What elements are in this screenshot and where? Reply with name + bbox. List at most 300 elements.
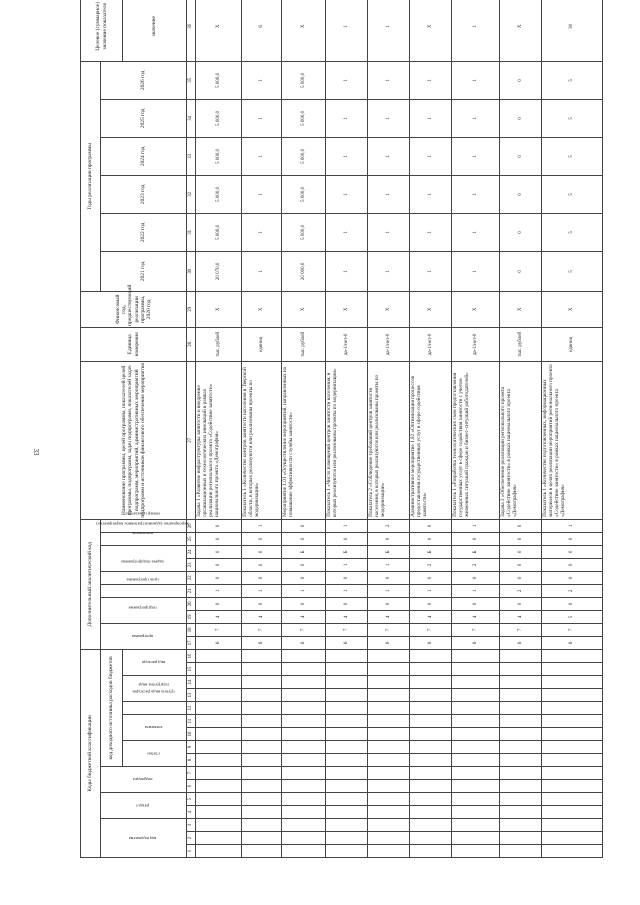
code-cell: 0 — [242, 571, 282, 584]
code-cell — [368, 754, 410, 767]
year-value-cell: 5 — [542, 137, 603, 175]
code-cell: 6 — [500, 636, 542, 649]
code-cell — [410, 780, 452, 793]
code-cell: 6 — [326, 636, 368, 649]
code-cell — [410, 676, 452, 689]
code-cell: 1 — [326, 519, 368, 532]
code-cell — [542, 741, 603, 754]
code-cell: 0 — [242, 545, 282, 558]
vedomstvo-header: код ведомства — [129, 835, 157, 841]
base-year-cell: X — [282, 291, 326, 327]
column-number: 14 — [187, 676, 196, 689]
code-cell: 7 — [452, 623, 500, 636]
code-cell — [282, 689, 326, 702]
year-value-cell: 5 — [542, 175, 603, 213]
code-cell — [282, 780, 326, 793]
code-cell — [452, 702, 500, 715]
code-cell: 0 — [242, 532, 282, 545]
year-value-cell: 1 — [452, 251, 500, 291]
code-cell: 0 — [500, 571, 542, 584]
code-cell — [368, 832, 410, 845]
code-cell — [196, 806, 242, 819]
code-cell: 0 — [452, 597, 500, 610]
column-number: 11 — [187, 715, 196, 728]
base-year-cell: X — [452, 291, 500, 327]
code-cell: 4 — [368, 610, 410, 623]
code-cell: 7 — [542, 623, 603, 636]
code-cell — [410, 832, 452, 845]
year-2023-header: 2023 год — [101, 175, 187, 213]
programma-header: программа — [132, 634, 154, 640]
code-cell: 1 — [452, 519, 500, 532]
column-number: 1 — [187, 845, 196, 858]
code-cell — [196, 702, 242, 715]
column-number: 22 — [187, 571, 196, 584]
code-cell — [326, 780, 368, 793]
gruppa-header: группа вида расходов — [132, 689, 175, 695]
code-cell — [282, 832, 326, 845]
year-2024-header: 2024 год — [101, 137, 187, 175]
column-number: 12 — [187, 702, 196, 715]
code-cell — [242, 780, 282, 793]
column-number: 36 — [187, 0, 196, 61]
code-cell — [196, 793, 242, 806]
code-cell — [242, 728, 282, 741]
target-cell: X — [196, 0, 242, 61]
code-cell: 0 — [282, 519, 326, 532]
code-cell — [452, 754, 500, 767]
code-cell — [500, 767, 542, 780]
code-cell: 6 — [410, 636, 452, 649]
year-value-cell: 1 — [242, 175, 282, 213]
code-cell: 4 — [452, 610, 500, 623]
code-cell: 4 — [326, 610, 368, 623]
code-cell — [542, 767, 603, 780]
vid-raskhoda-header: вид расхода — [142, 660, 166, 666]
year-value-cell: 5 000,0 — [282, 99, 326, 137]
code-cell: 1 — [242, 584, 282, 597]
column-number: 20 — [187, 597, 196, 610]
code-cell — [242, 819, 282, 832]
code-cell — [326, 845, 368, 858]
code-cell: 7 — [410, 623, 452, 636]
code-cell — [196, 845, 242, 858]
column-number: 32 — [187, 175, 196, 213]
code-cell — [326, 663, 368, 676]
code-cell — [452, 715, 500, 728]
code-cell — [368, 702, 410, 715]
code-cell — [282, 663, 326, 676]
code-cell — [542, 780, 603, 793]
code-cell — [500, 754, 542, 767]
code-cell — [368, 819, 410, 832]
unit-cell: да-1/нет-0 — [452, 327, 500, 361]
code-cell — [452, 819, 500, 832]
year-value-cell: 1 — [410, 213, 452, 251]
zadacha-header: задача подпрограммы — [121, 559, 165, 565]
code-cell: 6 — [452, 636, 500, 649]
code-cell: 1 — [368, 584, 410, 597]
row-name: Показатель 1 «Разработка технологических схем предоставления государственных услуг в сфере содействия занятости с учетом жизненных ситуаций граждан и бизнес-ситуаций работодателей» — [452, 361, 500, 519]
code-cell: 0 — [500, 597, 542, 610]
code-cell — [500, 728, 542, 741]
code-cell — [368, 663, 410, 676]
target-cell: X — [500, 0, 542, 61]
code-cell — [368, 780, 410, 793]
target-value-header: Целевое (суммарное) значение показателя — [81, 0, 123, 61]
year-value-cell: 1 — [452, 99, 500, 137]
code-cell — [542, 832, 603, 845]
podrazdel-header: подраздел — [132, 777, 153, 783]
code-cell: 5 — [542, 610, 603, 623]
code-cell: 1 — [326, 558, 368, 571]
code-cell: 1 — [282, 584, 326, 597]
code-cell: 0 — [196, 597, 242, 610]
code-cell — [542, 676, 603, 689]
column-number: 23 — [187, 558, 196, 571]
code-cell — [282, 741, 326, 754]
code-cell — [196, 819, 242, 832]
code-cell — [368, 676, 410, 689]
base-year-cell: X — [500, 291, 542, 327]
razdel-header: раздел — [136, 803, 150, 809]
code-cell: 7 — [368, 623, 410, 636]
column-number: 30 — [187, 251, 196, 291]
podgruppa-header: подгруппа вида — [138, 682, 170, 688]
code-cell — [242, 676, 282, 689]
code-cell — [242, 806, 282, 819]
code-cell: 0 — [500, 532, 542, 545]
code-cell — [410, 767, 452, 780]
code-cell — [282, 754, 326, 767]
code-cell: 0 — [282, 532, 326, 545]
year-value-cell: 1 — [368, 99, 410, 137]
code-cell: 0 — [500, 558, 542, 571]
code-cell — [542, 845, 603, 858]
code-cell — [196, 715, 242, 728]
year-value-cell: 1 — [326, 175, 368, 213]
code-cell — [242, 741, 282, 754]
code-cell: 0 — [326, 597, 368, 610]
code-cell: 0 — [410, 532, 452, 545]
code-cell — [410, 741, 452, 754]
code-cell: 4 — [500, 610, 542, 623]
year-value-cell: 1 — [410, 251, 452, 291]
table-row — [282, 0, 326, 858]
code-cell — [368, 728, 410, 741]
year-value-cell: 1 — [368, 213, 410, 251]
code-cell — [452, 845, 500, 858]
code-cell — [196, 649, 242, 662]
code-cell — [196, 780, 242, 793]
code-cell — [282, 845, 326, 858]
column-number: 13 — [187, 689, 196, 702]
code-cell: 0 — [410, 571, 452, 584]
code-cell — [542, 793, 603, 806]
year-value-cell: 5 — [542, 213, 603, 251]
code-cell: 2 — [368, 519, 410, 532]
code-cell: 0 — [196, 532, 242, 545]
code-cell — [368, 767, 410, 780]
code-cell — [242, 715, 282, 728]
program-table — [80, 0, 603, 858]
statya-header: статьи — [147, 751, 161, 757]
code-cell — [500, 689, 542, 702]
column-number: 15 — [187, 663, 196, 676]
column-number: 7 — [187, 767, 196, 780]
code-cell: 0 — [242, 597, 282, 610]
code-cell — [500, 806, 542, 819]
code-cell — [196, 663, 242, 676]
code-cell — [452, 741, 500, 754]
year-value-cell: 1 — [242, 137, 282, 175]
code-cell: 7 — [196, 623, 242, 636]
code-cell — [542, 715, 603, 728]
code-cell — [452, 780, 500, 793]
code-cell: 1 — [452, 584, 500, 597]
code-cell — [282, 767, 326, 780]
row-name: Мероприятие 1.01 «Осуществление мероприятий, направленных на повышение эффективности службы занятости» — [282, 361, 326, 519]
base-year-cell: X — [326, 291, 368, 327]
code-cell — [368, 793, 410, 806]
year-value-cell: 0 — [500, 99, 542, 137]
target-cell: X — [410, 0, 452, 61]
code-cell: 0 — [282, 558, 326, 571]
year-value-cell: 1 — [326, 61, 368, 99]
code-cell — [500, 649, 542, 662]
unit-cell: тыс. рублей — [282, 327, 326, 361]
code-cell — [500, 832, 542, 845]
code-cell: 2 — [410, 558, 452, 571]
code-cell — [242, 845, 282, 858]
podprogramma-header: подпрограмма — [128, 605, 157, 611]
code-cell — [452, 663, 500, 676]
code-cell: 0 — [542, 597, 603, 610]
column-number: 31 — [187, 213, 196, 251]
unit-cell: да-1/нет-0 — [410, 327, 452, 361]
code-cell: 0 — [326, 532, 368, 545]
year-value-cell: 1 — [410, 175, 452, 213]
code-cell — [242, 767, 282, 780]
value-subheader: значение — [123, 0, 187, 61]
code-cell — [452, 689, 500, 702]
year-value-cell: 5 000,0 — [282, 175, 326, 213]
code-cell: 0 — [542, 532, 603, 545]
unit-cell: да-1/нет-0 — [368, 327, 410, 361]
year-2022-header: 2022 год — [101, 213, 187, 251]
year-value-cell: 1 — [242, 213, 282, 251]
code-cell — [326, 676, 368, 689]
year-value-cell: 5 — [542, 99, 603, 137]
code-cell — [500, 741, 542, 754]
base-year-cell: X — [410, 291, 452, 327]
year-value-cell: 1 — [452, 137, 500, 175]
code-cell: 6 — [368, 636, 410, 649]
column-number: 5 — [187, 793, 196, 806]
code-cell — [452, 676, 500, 689]
code-cell — [326, 689, 368, 702]
analytic-code-header: Дополнительный аналитический код — [81, 519, 101, 649]
year-value-cell: 5 000,0 — [282, 213, 326, 251]
base-year-cell: X — [196, 291, 242, 327]
code-cell: Б — [410, 545, 452, 558]
code-cell — [368, 845, 410, 858]
base-year-cell: X — [242, 291, 282, 327]
code-cell — [326, 741, 368, 754]
code-cell: 6 — [242, 636, 282, 649]
nomer-pokazatelya-header: номер показателя — [125, 511, 160, 517]
code-cell: 0 — [368, 571, 410, 584]
code-cell: 0 — [326, 571, 368, 584]
column-number: 25 — [187, 532, 196, 545]
year-2025-header: 2025 год — [101, 99, 187, 137]
column-number: 9 — [187, 741, 196, 754]
code-cell — [196, 767, 242, 780]
code-cell — [410, 793, 452, 806]
year-value-cell: 1 — [452, 175, 500, 213]
base-year-cell: X — [542, 291, 603, 327]
code-cell — [452, 728, 500, 741]
column-number: 8 — [187, 754, 196, 767]
code-cell: 0 — [452, 532, 500, 545]
code-cell: 6 — [282, 636, 326, 649]
code-cell: Б — [368, 545, 410, 558]
page-number: 33 — [32, 448, 40, 456]
code-cell: 1 — [196, 584, 242, 597]
code-cell — [410, 702, 452, 715]
column-number: 29 — [187, 291, 196, 327]
pokazatel-header: показатель — [132, 530, 154, 536]
code-cell — [410, 819, 452, 832]
unit-column-header: Единица измерения — [81, 327, 187, 361]
column-numbers-row — [187, 0, 196, 858]
year-value-cell: 0 — [500, 61, 542, 99]
code-cell: 0 — [542, 558, 603, 571]
year-value-cell: 0 — [500, 213, 542, 251]
column-number: 21 — [187, 584, 196, 597]
year-value-cell: 20 070,0 — [196, 251, 242, 291]
code-cell: 7 — [500, 623, 542, 636]
code-cell — [368, 715, 410, 728]
code-cell: 7 — [242, 623, 282, 636]
year-value-cell: 1 — [326, 213, 368, 251]
code-cell: 1 — [242, 519, 282, 532]
column-number: 28 — [187, 327, 196, 361]
code-cell — [500, 845, 542, 858]
code-cell: 1 — [410, 584, 452, 597]
column-number: 16 — [187, 649, 196, 662]
code-cell — [196, 754, 242, 767]
code-cell — [542, 649, 603, 662]
code-cell: 2 — [452, 558, 500, 571]
code-cell — [500, 780, 542, 793]
code-cell: 0 — [368, 597, 410, 610]
table-row — [368, 0, 410, 858]
row-name: Показатель 1 «Число помещений центров занятости населения, в которых реализуются или реализованы проекты по модернизации» — [326, 361, 368, 519]
code-cell — [368, 649, 410, 662]
year-value-cell: 1 — [242, 61, 282, 99]
code-cell: 7 — [282, 623, 326, 636]
code-cell — [410, 845, 452, 858]
expense-code-header: код доходного источника расходов бюджетов — [101, 649, 123, 766]
unit-cell: да-1/нет-0 — [326, 327, 368, 361]
code-cell: 6 — [196, 636, 242, 649]
year-value-cell: 1 — [326, 137, 368, 175]
year-value-cell: 5 000,0 — [282, 61, 326, 99]
code-cell: 1 — [326, 584, 368, 597]
code-cell — [242, 702, 282, 715]
code-cell: 0 — [196, 545, 242, 558]
target-cell: 1 — [326, 0, 368, 61]
year-value-cell: 1 — [410, 137, 452, 175]
code-cell — [242, 793, 282, 806]
code-cell — [282, 806, 326, 819]
rotated-page — [80, 1, 575, 858]
code-cell — [282, 676, 326, 689]
row-name: Административное мероприятие 1.02 «Оптимизация процессов предоставления государственных услуг в сфере содействия занятости» — [410, 361, 452, 519]
year-value-cell: 5 000,0 — [196, 137, 242, 175]
table-row — [242, 0, 282, 858]
target-cell: 6 — [242, 0, 282, 61]
column-number: 33 — [187, 137, 196, 175]
code-cell: 0 — [410, 519, 452, 532]
code-cell — [282, 728, 326, 741]
year-value-cell: 0 — [500, 251, 542, 291]
year-value-cell: 5 000,0 — [196, 61, 242, 99]
code-cell — [452, 649, 500, 662]
code-cell — [196, 676, 242, 689]
column-number: 6 — [187, 780, 196, 793]
code-cell: 7 — [326, 623, 368, 636]
year-value-cell: 1 — [242, 99, 282, 137]
code-cell — [326, 649, 368, 662]
code-cell: 4 — [282, 610, 326, 623]
column-number: 26 — [187, 519, 196, 532]
code-cell: 0 — [282, 571, 326, 584]
year-value-cell: 5 — [542, 251, 603, 291]
column-number: 2 — [187, 832, 196, 845]
code-cell — [410, 754, 452, 767]
code-cell: Б — [326, 545, 368, 558]
code-cell — [452, 806, 500, 819]
table-row — [500, 0, 542, 858]
row-name: Задача 2 «Обеспечение реализации регионального проекта «Содействие занятости» в рамках национального проекта «Демография» — [500, 361, 542, 519]
target-cell: 30 — [542, 0, 603, 61]
target-cell: 1 — [368, 0, 410, 61]
code-cell — [326, 832, 368, 845]
meropriyatie-header: мероприятие (административное мероприятие) — [96, 521, 190, 527]
code-cell — [500, 819, 542, 832]
column-number: 3 — [187, 819, 196, 832]
code-cell — [282, 649, 326, 662]
year-value-cell: 1 — [368, 137, 410, 175]
code-cell — [500, 702, 542, 715]
code-cell: 0 — [282, 597, 326, 610]
tsel-header: цель программы — [126, 577, 159, 583]
code-cell — [196, 832, 242, 845]
column-number: 10 — [187, 728, 196, 741]
column-number: 18 — [187, 623, 196, 636]
code-cell — [368, 689, 410, 702]
row-name: Показатель 1 «Количество подготовленных, информационных материалов в целях реализации мероприятий регионального проекта «Содействие занятости» в рамках национального проекта «Демография» — [542, 361, 603, 519]
year-value-cell: 1 — [326, 251, 368, 291]
year-value-cell: 5 000,0 — [282, 137, 326, 175]
target-cell: X — [282, 0, 326, 61]
code-cell — [196, 689, 242, 702]
table-row — [196, 0, 242, 858]
code-cell — [326, 728, 368, 741]
code-cell: 4 — [410, 610, 452, 623]
